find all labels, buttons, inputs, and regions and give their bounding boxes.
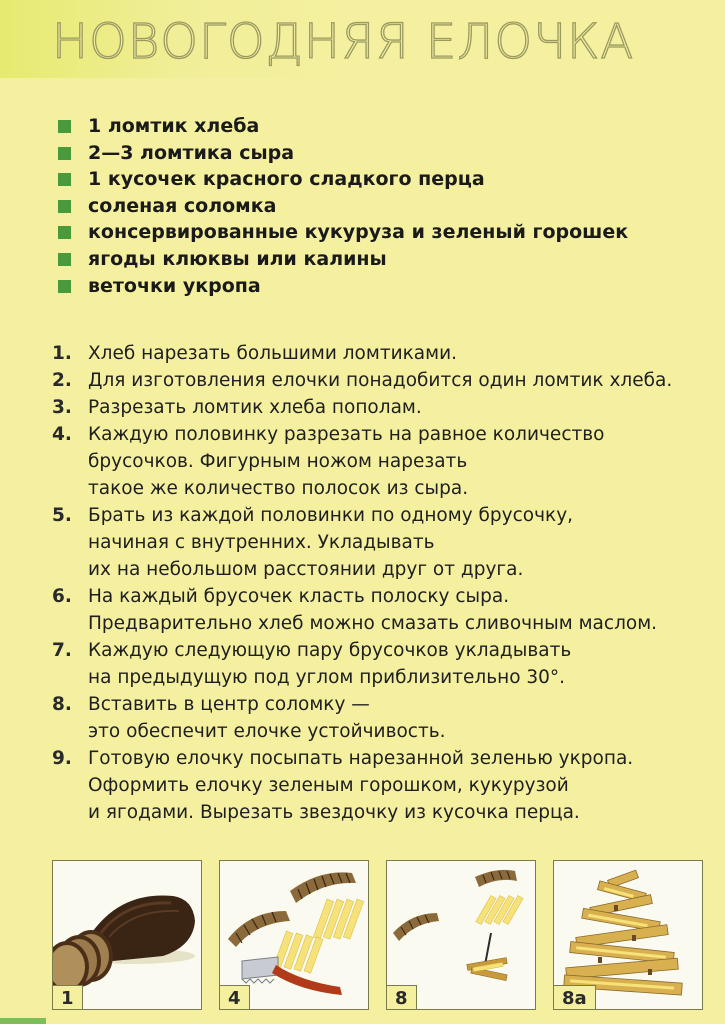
step-item [52, 637, 672, 691]
step-number: 8. [52, 694, 72, 715]
photo-label: 8а [554, 985, 596, 1009]
step-text: это обеспечит елочке устойчивость. [88, 721, 446, 742]
photo-step-8 [386, 860, 536, 1010]
step-number: 2. [52, 370, 72, 391]
step-item [52, 340, 672, 367]
square-bullet-icon [58, 173, 71, 186]
ingredient-item: 1 ломтик хлеба [58, 113, 628, 140]
square-bullet-icon [58, 226, 71, 239]
step-item [52, 502, 672, 583]
step-number: 9. [52, 748, 72, 769]
photo-label: 4 [220, 985, 250, 1009]
step-item [52, 583, 672, 637]
step-text: Разрезать ломтик хлеба пополам. [88, 397, 422, 418]
photo-step-8a [553, 860, 703, 1010]
ingredient-item: веточки укропа [58, 273, 628, 300]
step-text: Каждую следующую пару брусочков укладывать [88, 640, 572, 661]
step-text: начиная с внутренних. Укладывать [88, 532, 435, 553]
step-text: Вставить в центр соломку — [88, 694, 370, 715]
step-text: Для изготовления елочки понадобится один ломтик хлеба. [88, 370, 673, 391]
square-bullet-icon [58, 120, 71, 133]
photo-strip [52, 860, 720, 1010]
step-item [52, 421, 672, 502]
step-number: 4. [52, 424, 72, 445]
ingredient-item: 2—3 ломтика сыра [58, 140, 628, 167]
ingredient-item: соленая соломка [58, 193, 628, 220]
step-text: на предыдущую под углом приблизительно 30°. [88, 667, 566, 688]
page-title: НОВОГОДНЯЯ ЕЛОЧКА [52, 14, 635, 70]
step-text: На каждый брусочек класть полоску сыра. [88, 586, 510, 607]
step-text: их на небольшом расстоянии друг от друга. [88, 559, 524, 580]
step-text: Брать из каждой половинки по одному брусочку, [88, 505, 574, 526]
step-text: Предварительно хлеб можно смазать сливочным маслом. [88, 613, 658, 634]
square-bullet-icon [58, 253, 71, 266]
corner-accent [0, 1018, 46, 1024]
step-item [52, 367, 672, 394]
step-text: Оформить елочку зеленым горошком, кукурузой [88, 775, 569, 796]
photo-label: 8 [387, 985, 417, 1009]
ingredients-list [58, 113, 628, 299]
photo-step-4 [219, 860, 369, 1010]
step-item [52, 394, 672, 421]
step-number: 6. [52, 586, 72, 607]
square-bullet-icon [58, 200, 71, 213]
square-bullet-icon [58, 280, 71, 293]
step-number: 1. [52, 343, 72, 364]
step-text: Готовую елочку посыпать нарезанной зеленью укропа. [88, 748, 634, 769]
step-number: 7. [52, 640, 72, 661]
step-text: Каждую половинку разрезать на равное количество [88, 424, 605, 445]
ingredient-item: 1 кусочек красного сладкого перца [58, 166, 628, 193]
step-text: и ягодами. Вырезать звездочку из кусочка перца. [88, 802, 580, 823]
step-text: брусочков. Фигурным ножом нарезать [88, 451, 468, 472]
step-item [52, 745, 672, 826]
step-text: Хлеб нарезать большими ломтиками. [88, 343, 457, 364]
square-bullet-icon [58, 147, 71, 160]
photo-label: 1 [53, 985, 83, 1009]
ingredient-item: консервированные кукуруза и зеленый горошек [58, 219, 628, 246]
steps-list [52, 340, 672, 826]
ingredient-item: ягоды клюквы или калины [58, 246, 628, 273]
step-text: такое же количество полосок из сыра. [88, 478, 469, 499]
step-number: 5. [52, 505, 72, 526]
step-number: 3. [52, 397, 72, 418]
photo-step-1 [52, 860, 202, 1010]
step-item [52, 691, 672, 745]
